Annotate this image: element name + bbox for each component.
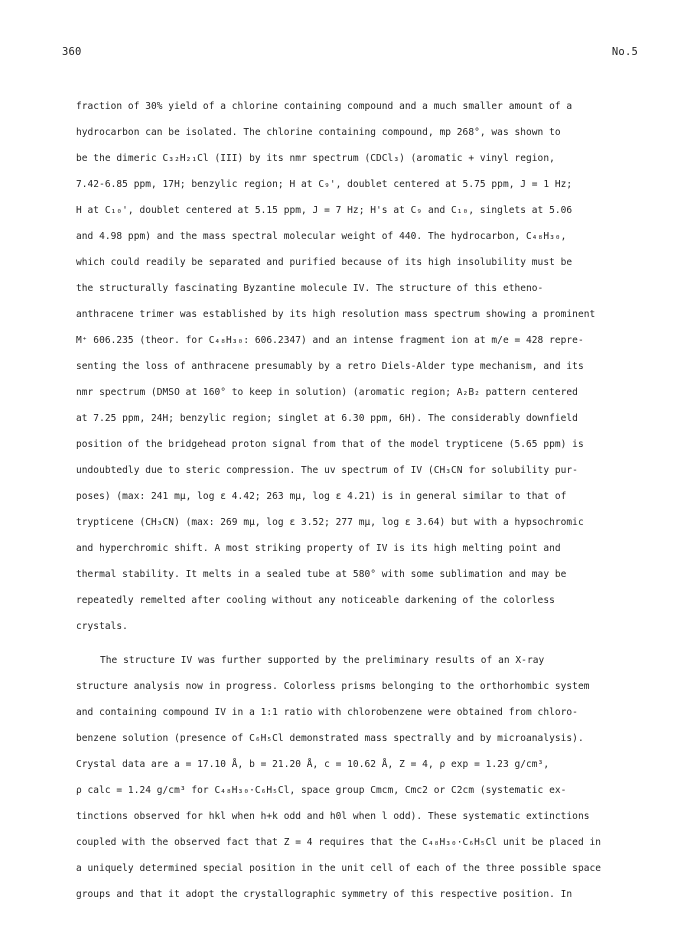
text-line: fraction of 30% yield of a chlorine containing compound and a much smaller amount of a	[76, 101, 573, 112]
text-line: senting the loss of anthracene presumably by a retro Diels-Alder type mechanism, and its	[76, 361, 584, 372]
text-line: structure analysis now in progress. Colorless prisms belonging to the orthorhombic system	[76, 681, 590, 692]
text-line: tinctions observed for hkl when h+k odd and h0l when l odd). These systematic extinctions	[76, 811, 590, 822]
text-line: nmr spectrum (DMSO at 160° to keep in solution) (aromatic region; A₂B₂ pattern centered	[76, 387, 578, 398]
text-line: 7.42-6.85 ppm, 17H; benzylic region; H at C₉', doublet centered at 5.75 ppm, J = 1 Hz;	[76, 179, 573, 190]
text-line: undoubtedly due to steric compression. The uv spectrum of IV (CH₃CN for solubility pur-	[76, 465, 578, 476]
text-line: Crystal data are a = 17.10 Å, b = 21.20 Å, c = 10.62 Å, Z = 4, ρ exp = 1.23 g/cm³,	[76, 759, 550, 770]
text-line: the structurally fascinating Byzantine molecule IV. The structure of this etheno-	[76, 283, 544, 294]
text-line: thermal stability. It melts in a sealed tube at 580° with some sublimation and may be	[76, 569, 567, 580]
text-line: ρ calc = 1.24 g/cm³ for C₄₈H₃₀·C₆H₅Cl, space group Cmcm, Cmc2 or C2cm (systematic ex-	[76, 785, 567, 796]
text-line: M⁺ 606.235 (theor. for C₄₈H₃₀: 606.2347) and an intense fragment ion at m/e = 428 repre-	[76, 335, 584, 346]
page-number: 360	[62, 46, 82, 58]
text-line: poses) (max: 241 mμ, log ε 4.42; 263 mμ, log ε 4.21) is in general similar to that of	[76, 491, 567, 502]
text-line: repeatedly remelted after cooling without any noticeable darkening of the colorless	[76, 595, 555, 606]
text-line: be the dimeric C₃₂H₂₁Cl (III) by its nmr spectrum (CDCl₃) (aromatic + vinyl region,	[76, 153, 555, 164]
text-line: H at C₁₀', doublet centered at 5.15 ppm, J = 7 Hz; H's at C₉ and C₁₀, singlets at 5.06	[76, 205, 573, 216]
issue-number: No.5	[611, 46, 638, 58]
text-line: crystals.	[76, 621, 128, 632]
text-line: and 4.98 ppm) and the mass spectral molecular weight of 440. The hydrocarbon, C₄₈H₃₀,	[76, 231, 567, 242]
text-line: trypticene (CH₃CN) (max: 269 mμ, log ε 3.52; 277 mμ, log ε 3.64) but with a hypsochromic	[76, 517, 584, 528]
text-line: The structure IV was further supported by the preliminary results of an X-ray	[100, 655, 545, 666]
text-line: position of the bridgehead proton signal from that of the model trypticene (5.65 ppm) is	[76, 439, 584, 450]
text-line: benzene solution (presence of C₆H₅Cl demonstrated mass spectrally and by microanalysis).	[76, 733, 584, 744]
text-line: which could readily be separated and purified because of its high insolubility must be	[76, 257, 573, 268]
text-line: anthracene trimer was established by its high resolution mass spectrum showing a prominent	[76, 309, 596, 320]
text-line: hydrocarbon can be isolated. The chlorine containing compound, mp 268°, was shown to	[76, 127, 561, 138]
text-line: and containing compound IV in a 1:1 ratio with chlorobenzene were obtained from chloro-	[76, 707, 578, 718]
text-line: at 7.25 ppm, 24H; benzylic region; singlet at 6.30 ppm, 6H). The considerably downfield	[76, 413, 578, 424]
text-line: coupled with the observed fact that Z = 4 requires that the C₄₈H₃₀·C₆H₅Cl unit be placed in	[76, 837, 602, 848]
text-line: groups and that it adopt the crystallographic symmetry of this respective position. In	[76, 889, 573, 900]
text-line: a uniquely determined special position in the unit cell of each of the three possible space	[76, 863, 602, 874]
text-line: and hyperchromic shift. A most striking property of IV is its high melting point and	[76, 543, 561, 554]
